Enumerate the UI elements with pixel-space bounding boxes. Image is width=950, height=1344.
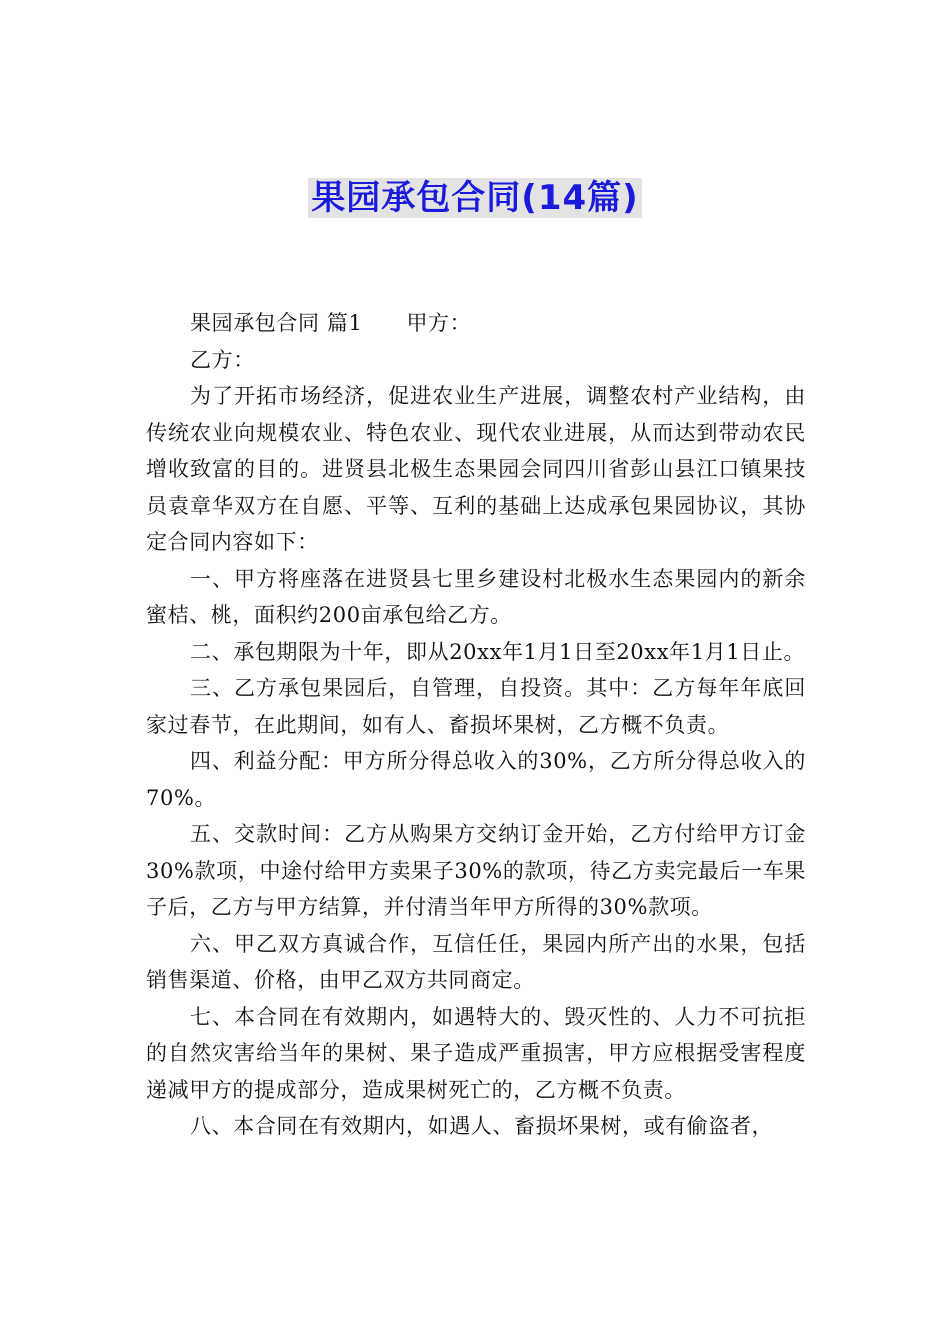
title-container xyxy=(0,178,950,218)
paragraph-clause-4: 四、利益分配：甲方所分得总收入的30%，乙方所分得总收入的70%。 xyxy=(146,749,806,810)
paragraph-clause-3: 三、乙方承包果园后，自管理，自投资。其中：乙方每年年底回家过春节，在此期间，如有人、畜损坏果树，乙方概不负责。 xyxy=(146,676,806,737)
party-b-label: 乙方： xyxy=(190,347,255,372)
paragraph-clause-7: 七、本合同在有效期内，如遇特大的、毁灭性的、人力不可抗拒的自然灾害给当年的果树、果子造成严重损害，甲方应根据受害程度递减甲方的提成部分，造成果树死亡的，乙方概不负责。 xyxy=(146,1004,806,1102)
paragraph-clause-5: 五、交款时间：乙方从购果方交纳订金开始，乙方付给甲方订金30%款项，中途付给甲方卖果子30%的款项，待乙方卖完最后一车果子后，乙方与甲方结算，并付清当年甲方所得的30%款项。 xyxy=(146,822,806,919)
document-title: 果园承包合同(14篇) xyxy=(308,178,641,218)
section-heading: 果园承包合同 篇1 xyxy=(190,311,363,335)
party-a-label: 甲方： xyxy=(406,311,472,335)
document-body xyxy=(146,305,806,1145)
paragraph-intro: 为了开拓市场经济，促进农业生产进展，调整农村产业结构，由传统农业向规模农业、特色农业、现代农业进展，从而达到带动农民增收致富的目的。进贤县北极生态果园会同四川省彭山县江口镇果技员袁章华双方在自愿、平等、互利的基础上达成承包果园协议，其协定合同内容如下： xyxy=(146,384,806,554)
paragraph-clause-1: 一、甲方将座落在进贤县七里乡建设村北极水生态果园内的新余蜜桔、桃，面积约200亩承包给乙方。 xyxy=(146,566,806,627)
heading-line xyxy=(146,305,806,342)
paragraph-clause-8: 八、本合同在有效期内，如遇人、畜损坏果树，或有偷盗者， xyxy=(190,1114,774,1138)
paragraph-clause-6: 六、甲乙双方真诚合作，互信任任，果园内所产出的水果，包括销售渠道、价格，由甲乙双方共同商定。 xyxy=(146,931,806,992)
paragraph-clause-2: 二、承包期限为十年，即从20xx年1月1日至20xx年1月1日止。 xyxy=(190,639,806,664)
